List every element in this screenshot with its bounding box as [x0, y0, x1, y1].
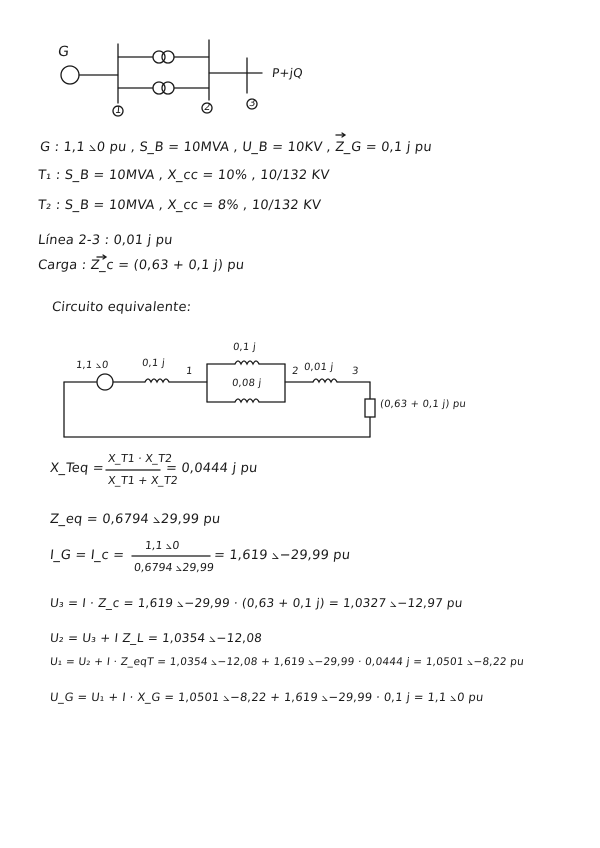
data-line-t2: T₂ : S_B = 10MVA , X_cc = 8% , 10/132 KV: [37, 198, 322, 213]
ig-result: = 1,619 ⦣−29,99 pu: [213, 548, 351, 563]
t2-reactance-label: 0,08 j: [231, 378, 263, 389]
gen-inductor: [145, 379, 169, 382]
line-inductor: [313, 379, 337, 382]
t1-reactance-label: 0,1 j: [232, 342, 257, 353]
vg-line: U_G = U₁ + I · X_G = 1,0501 ⦣−8,22 + 1,619 ⦣−29,99 · 0,1 j = 1,1 ⦣0 pu: [49, 690, 485, 704]
node-3-label: 3: [351, 366, 360, 377]
data-line-linea: Línea 2-3 : 0,01 j pu: [37, 233, 174, 248]
equivalent-heading: Circuito equivalente:: [51, 300, 193, 315]
data-line-t1: T₁ : S_B = 10MVA , X_cc = 10% , 10/132 KV: [37, 168, 331, 183]
zeq-line: Z_eq = 0,6794 ⦣29,99 pu: [49, 512, 222, 527]
data-line-generator: G : 1,1 ⦣0 pu , S_B = 10MVA , U_B = 10KV , Z_G = 0,1 j pu: [39, 140, 433, 155]
v3-line: U₃ = I · Z_c = 1,619 ⦣−29,99 · (0,63 + 0,1 j) = 1,0327 ⦣−12,97 pu: [49, 596, 464, 610]
node-2-label: 2: [291, 366, 300, 377]
load-symbol: [365, 399, 375, 417]
bus-3-label: 3: [248, 98, 257, 109]
node-1-label: 1: [185, 366, 194, 377]
line-reactance-label: 0,01 j: [303, 362, 335, 373]
gen-reactance-label: 0,1 j: [141, 358, 166, 369]
t2-inductor: [235, 399, 259, 402]
load-label: P+jQ: [271, 66, 304, 80]
ig-lhs: I_G = I_c =: [49, 548, 126, 563]
source-label: 1,1 ⦣0: [75, 360, 109, 371]
bus-2-label: 2: [203, 102, 212, 113]
t1-inductor: [235, 361, 259, 364]
ig-numerator: 1,1 ⦣0: [144, 539, 181, 552]
generator-symbol: [61, 66, 79, 84]
source-symbol: [97, 374, 113, 390]
xteq-lhs: X_Teq =: [49, 461, 105, 476]
bus-1-label: 1: [114, 105, 123, 116]
ig-denominator: 0,6794 ⦣29,99: [133, 561, 215, 574]
xteq-result: = 0,0444 j pu: [165, 461, 259, 476]
v1-line: U₁ = U₂ + I · Z_eqT = 1,0354 ⦣−12,08 + 1,619 ⦣−29,99 · 0,0444 j = 1,0501 ⦣−8,22 pu: [49, 656, 525, 668]
data-line-carga: Carga : Z_c = (0,63 + 0,1 j) pu: [37, 258, 246, 273]
v2-line: U₂ = U₃ + I Z_L = 1,0354 ⦣−12,08: [49, 631, 263, 645]
generator-label: G: [57, 44, 70, 60]
xteq-denominator: X_T1 + X_T2: [107, 474, 179, 487]
xteq-numerator: X_T1 · X_T2: [107, 452, 173, 465]
load-label-circuit: (0,63 + 0,1 j) pu: [379, 399, 467, 410]
